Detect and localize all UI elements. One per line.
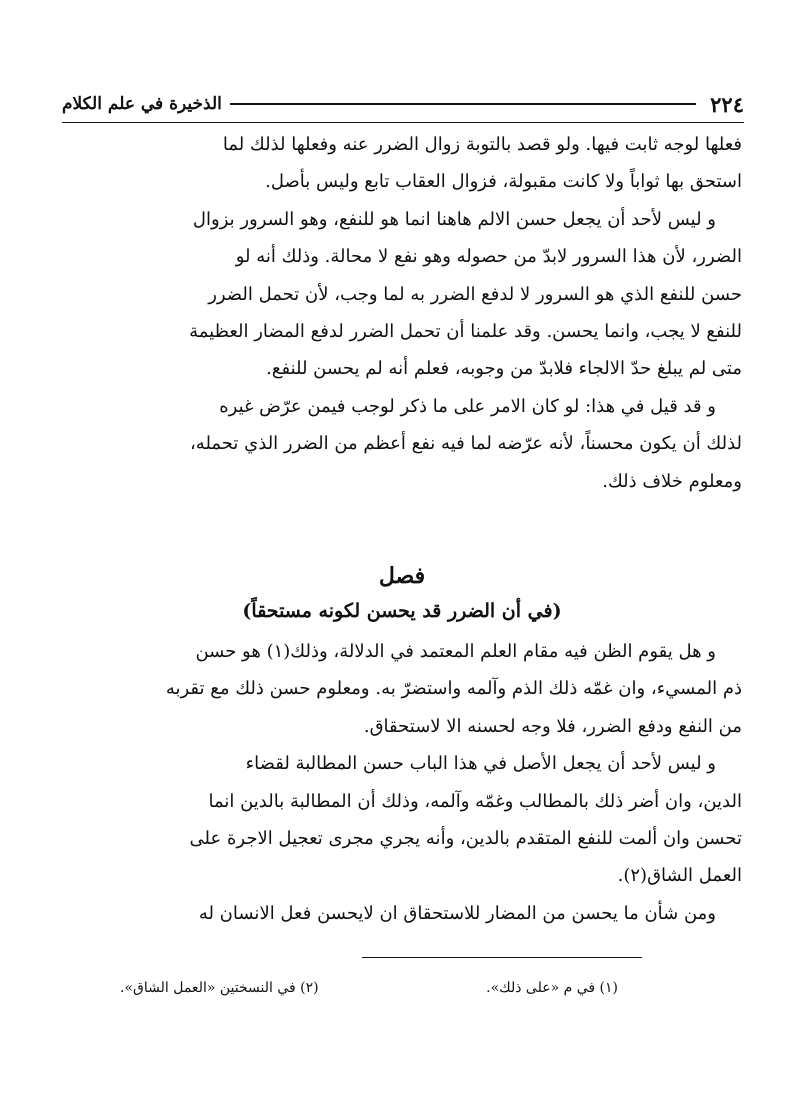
text-line: تحسن وان ألمت للنفع المتقدم بالدين، وأنه يجري مجرى تعجيل الاجرة على [189,828,742,850]
header-rule [230,103,696,105]
body-text-top [62,126,742,500]
section-subtitle: (في أن الضرر قد يحسن لكونه مستحقاً) [242,600,562,622]
text-line: الضرر، لأن هذا السرور لابدّ من حصوله وهو نفع لا محالة. وذلك أنه لو [235,246,742,268]
text-line: من النفع ودفع الضرر، فلا وجه لحسنه الا لاستحقاق. [363,715,742,737]
text-line: و ليس لأحد أن يجعل الأصل في هذا الباب حسن المطالبة لقضاء [245,753,716,775]
footnotes [120,980,618,996]
text-line: العمل الشاق(٢). [617,865,742,887]
text-line: للنفع لا يجب، وانما يحسن. وقد علمنا أن تحمل الضرر لدفع المضار العظيمة [189,321,742,343]
text-line: و ليس لأحد أن يجعل حسن الالم هاهنا انما هو للنفع، وهو السرور بزوال [192,208,716,230]
page-number: ٢٢٤ [710,91,744,117]
text-line: ومعلوم خلاف ذلك. [602,470,742,492]
body-text-bottom [62,633,742,932]
text-line: و قد قيل في هذا: لو كان الامر على ما ذكر لوجب فيمن عرّض غيره [219,395,716,417]
header-underline [62,122,744,123]
section-header [62,557,742,627]
footnote-2: (٢) في النسختين «العمل الشاق». [120,980,319,996]
book-title: الذخيرة في علم الكلام [62,94,222,114]
text-line: استحق بها ثواباً ولا كانت مقبولة، فزوال العقاب تابع وليس بأصل. [265,171,742,193]
text-line: فعلها لوجه ثابت فيها. ولو قصد بالتوبة زوال الضرر عنه وفعلها لذلك لما [222,134,742,155]
text-line: ذم المسيء، وان غمّه ذلك الذم وآلمه واستضرّ به. ومعلوم حسن ذلك مع تقربه [165,678,742,700]
footnote-1: (١) في م «على ذلك». [486,980,618,996]
footnote-rule [362,957,642,958]
text-line: و هل يقوم الظن فيه مقام العلم المعتمد في الدلالة، وذلك(١) هو حسن [195,641,716,662]
running-header [62,88,744,120]
text-line: لذلك أن يكون محسناً، لأنه عرّضه لما فيه نفع أعظم من الضرر الذي تحمله، [189,433,742,455]
text-line: ومن شأن ما يحسن من المضار للاستحقاق ان لايحسن فعل الانسان له [198,902,716,924]
text-line: الدين، وان أضر ذلك بالمطالب وغمّه وآلمه، وذلك أن المطالبة بالدين انما [208,790,742,812]
text-line: حسن للنفع الذي هو السرور لا لدفع الضرر به لما وجب، لأن تحمل الضرر [208,283,742,305]
text-line: متى لم يبلغ حدّ الالجاء فلابدّ من وجوبه، فعلم أنه لم يحسن للنفع. [266,358,742,380]
section-heading: فصل [378,563,426,589]
